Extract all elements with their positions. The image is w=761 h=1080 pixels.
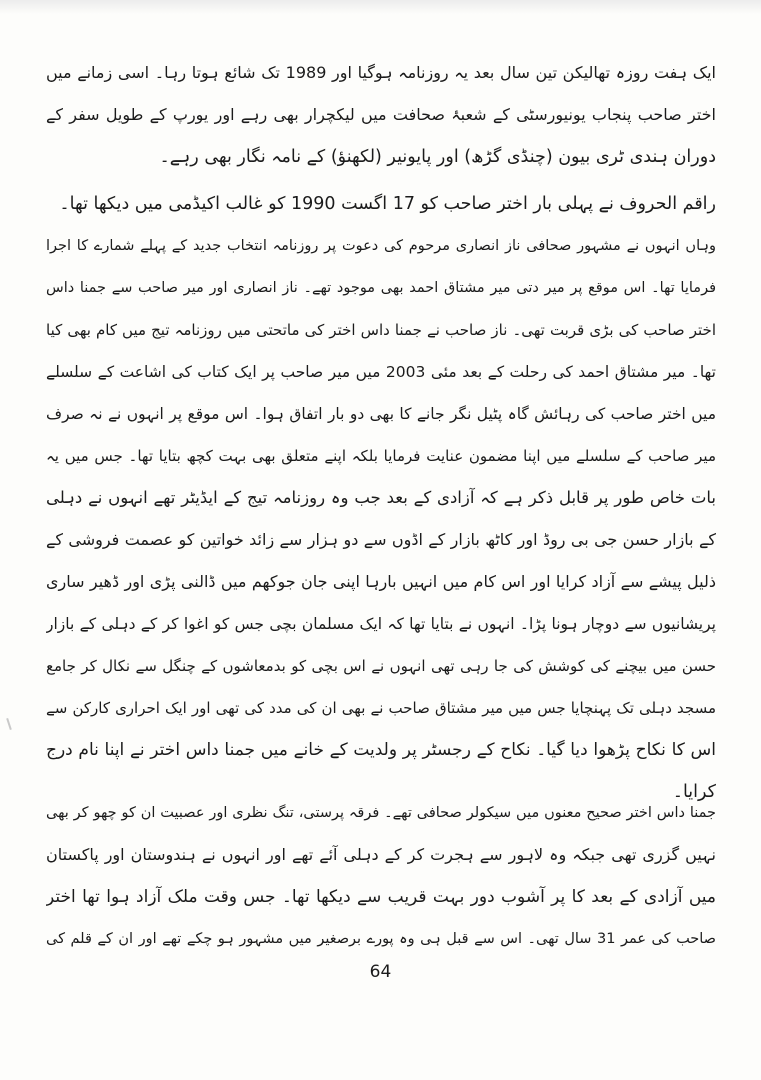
text-line: نہیں گزری تھی جبکہ وہ لاہور سے ہجرت کر کے دہلی آئے تھے اور انہوں نے ہندوستان اور پاکستان: [46, 845, 716, 864]
paragraph-3: [46, 792, 716, 960]
text-line: جمنا داس اختر صحیح معنوں میں سیکولر صحافی تھے۔ فرقہ پرستی، تنگ نظری اور عصبیت ان کو چھو کر بھی: [46, 805, 716, 821]
text-line: میں اختر صاحب کی رہائش گاہ پٹیل نگر جانے کا بھی دو بار اتفاق ہوا۔ اس موقع پر انہوں نے نہ صرف: [46, 405, 716, 423]
text-line: صاحب کی عمر 31 سال تھی۔ اس سے قبل ہی وہ پورے برصغیر میں مشہور ہو چکے تھے اور ان کے قلم کی: [46, 931, 716, 947]
margin-mark: [6, 718, 12, 730]
text-line: مسجد دہلی تک پہنچایا جس میں میر مشتاق صاحب نے بھی ان کی مدد کی تھی اور ایک احراری کارکن سے: [46, 699, 716, 717]
text-line: وہاں انہوں نے مشہور صحافی ناز انصاری مرحوم کی دعوت پر روزنامہ انتخاب جدید کے پہلے شمارے کا اجرا: [46, 238, 716, 254]
text-line: تھا۔ میر مشتاق احمد کی رحلت کے بعد مئی 2003 میں میر صاحب پر ایک کتاب کی اشاعت کے سلسلے: [46, 363, 716, 381]
text-line: کے بازار حسن جی بی روڈ اور کاٹھ بازار کے اڈوں سے دو ہزار سے زائد خواتین کو عصمت فروشی کے: [46, 530, 716, 549]
paragraph-1: [46, 52, 716, 178]
text-line: میر صاحب کے سلسلے میں اپنا مضمون عنایت فرمایا بلکہ اپنے متعلق بھی بہت کچھ بتایا تھا۔ جس میں یہ: [46, 447, 716, 465]
text-line: بات خاص طور پر قابل ذکر ہے کہ آزادی کے بعد جب وہ روزنامہ تیج کے ایڈیٹر تھے انہوں نے دہلی: [46, 488, 716, 507]
text-line: راقم الحروف نے پہلی بار اختر صاحب کو 17 اگست 1990 کو غالب اکیڈمی میں دیکھا تھا۔: [59, 194, 716, 214]
text-line: حسن میں بیچنے کی کوشش کی جا رہی تھی انہوں نے اس بچی کو بدمعاشوں کے چنگل سے نکال کر جامع: [46, 657, 716, 675]
text-line: اس کا نکاح پڑھوا دیا گیا۔ نکاح کے رجسٹر پر ولدیت کے خانے میں جمنا داس اختر نے اپنا نام درج: [46, 740, 716, 760]
scan-edge: [0, 0, 761, 14]
text-line: میں آزادی کے بعد کا پر آشوب دور بہت قریب سے دیکھا تھا۔ جس وقت ملک آزاد ہوا تھا اختر: [46, 887, 716, 907]
text-line: ایک ہفت روزہ تھالیکن تین سال بعد یہ روزنامہ ہوگیا اور 1989 تک شائع ہوتا رہا۔ اسی زمانے میں: [46, 63, 716, 82]
page-number: 64: [369, 962, 392, 982]
text-line: اختر صاحب پنجاب یونیورسٹی کے شعبۂ صحافت میں لیکچرار بھی رہے اور یورپ کے طویل سفر کے: [46, 105, 716, 124]
text-line: ذلیل پیشے سے آزاد کرایا اور اس کام میں انہیں بارہا اپنی جان جوکھم میں ڈالنی پڑی اور ڈھیر ساری: [46, 572, 716, 591]
text-line: اختر صاحب کی بڑی قربت تھی۔ ناز صاحب نے جمنا داس اختر کی ماتحتی میں روزنامہ تیج میں کام بھی کیا: [46, 321, 716, 339]
paragraph-2: [46, 183, 716, 813]
text-line: فرمایا تھا۔ اس موقع پر میر دتی میر مشتاق احمد بھی موجود تھے۔ ناز انصاری اور میر صاحب سے جمنا داس: [46, 280, 716, 296]
text-line: پریشانیوں سے دوچار ہونا پڑا۔ انہوں نے بتایا تھا کہ ایک مسلمان بچی جس کو اغوا کر کے دہلی کے بازار: [46, 615, 716, 633]
text-line: کرایا۔: [672, 782, 716, 802]
text-line: دوران ہندی ٹری بیون (چنڈی گڑھ) اور پایونیر (لکھنؤ) کے نامہ نگار بھی رہے۔: [159, 147, 716, 167]
